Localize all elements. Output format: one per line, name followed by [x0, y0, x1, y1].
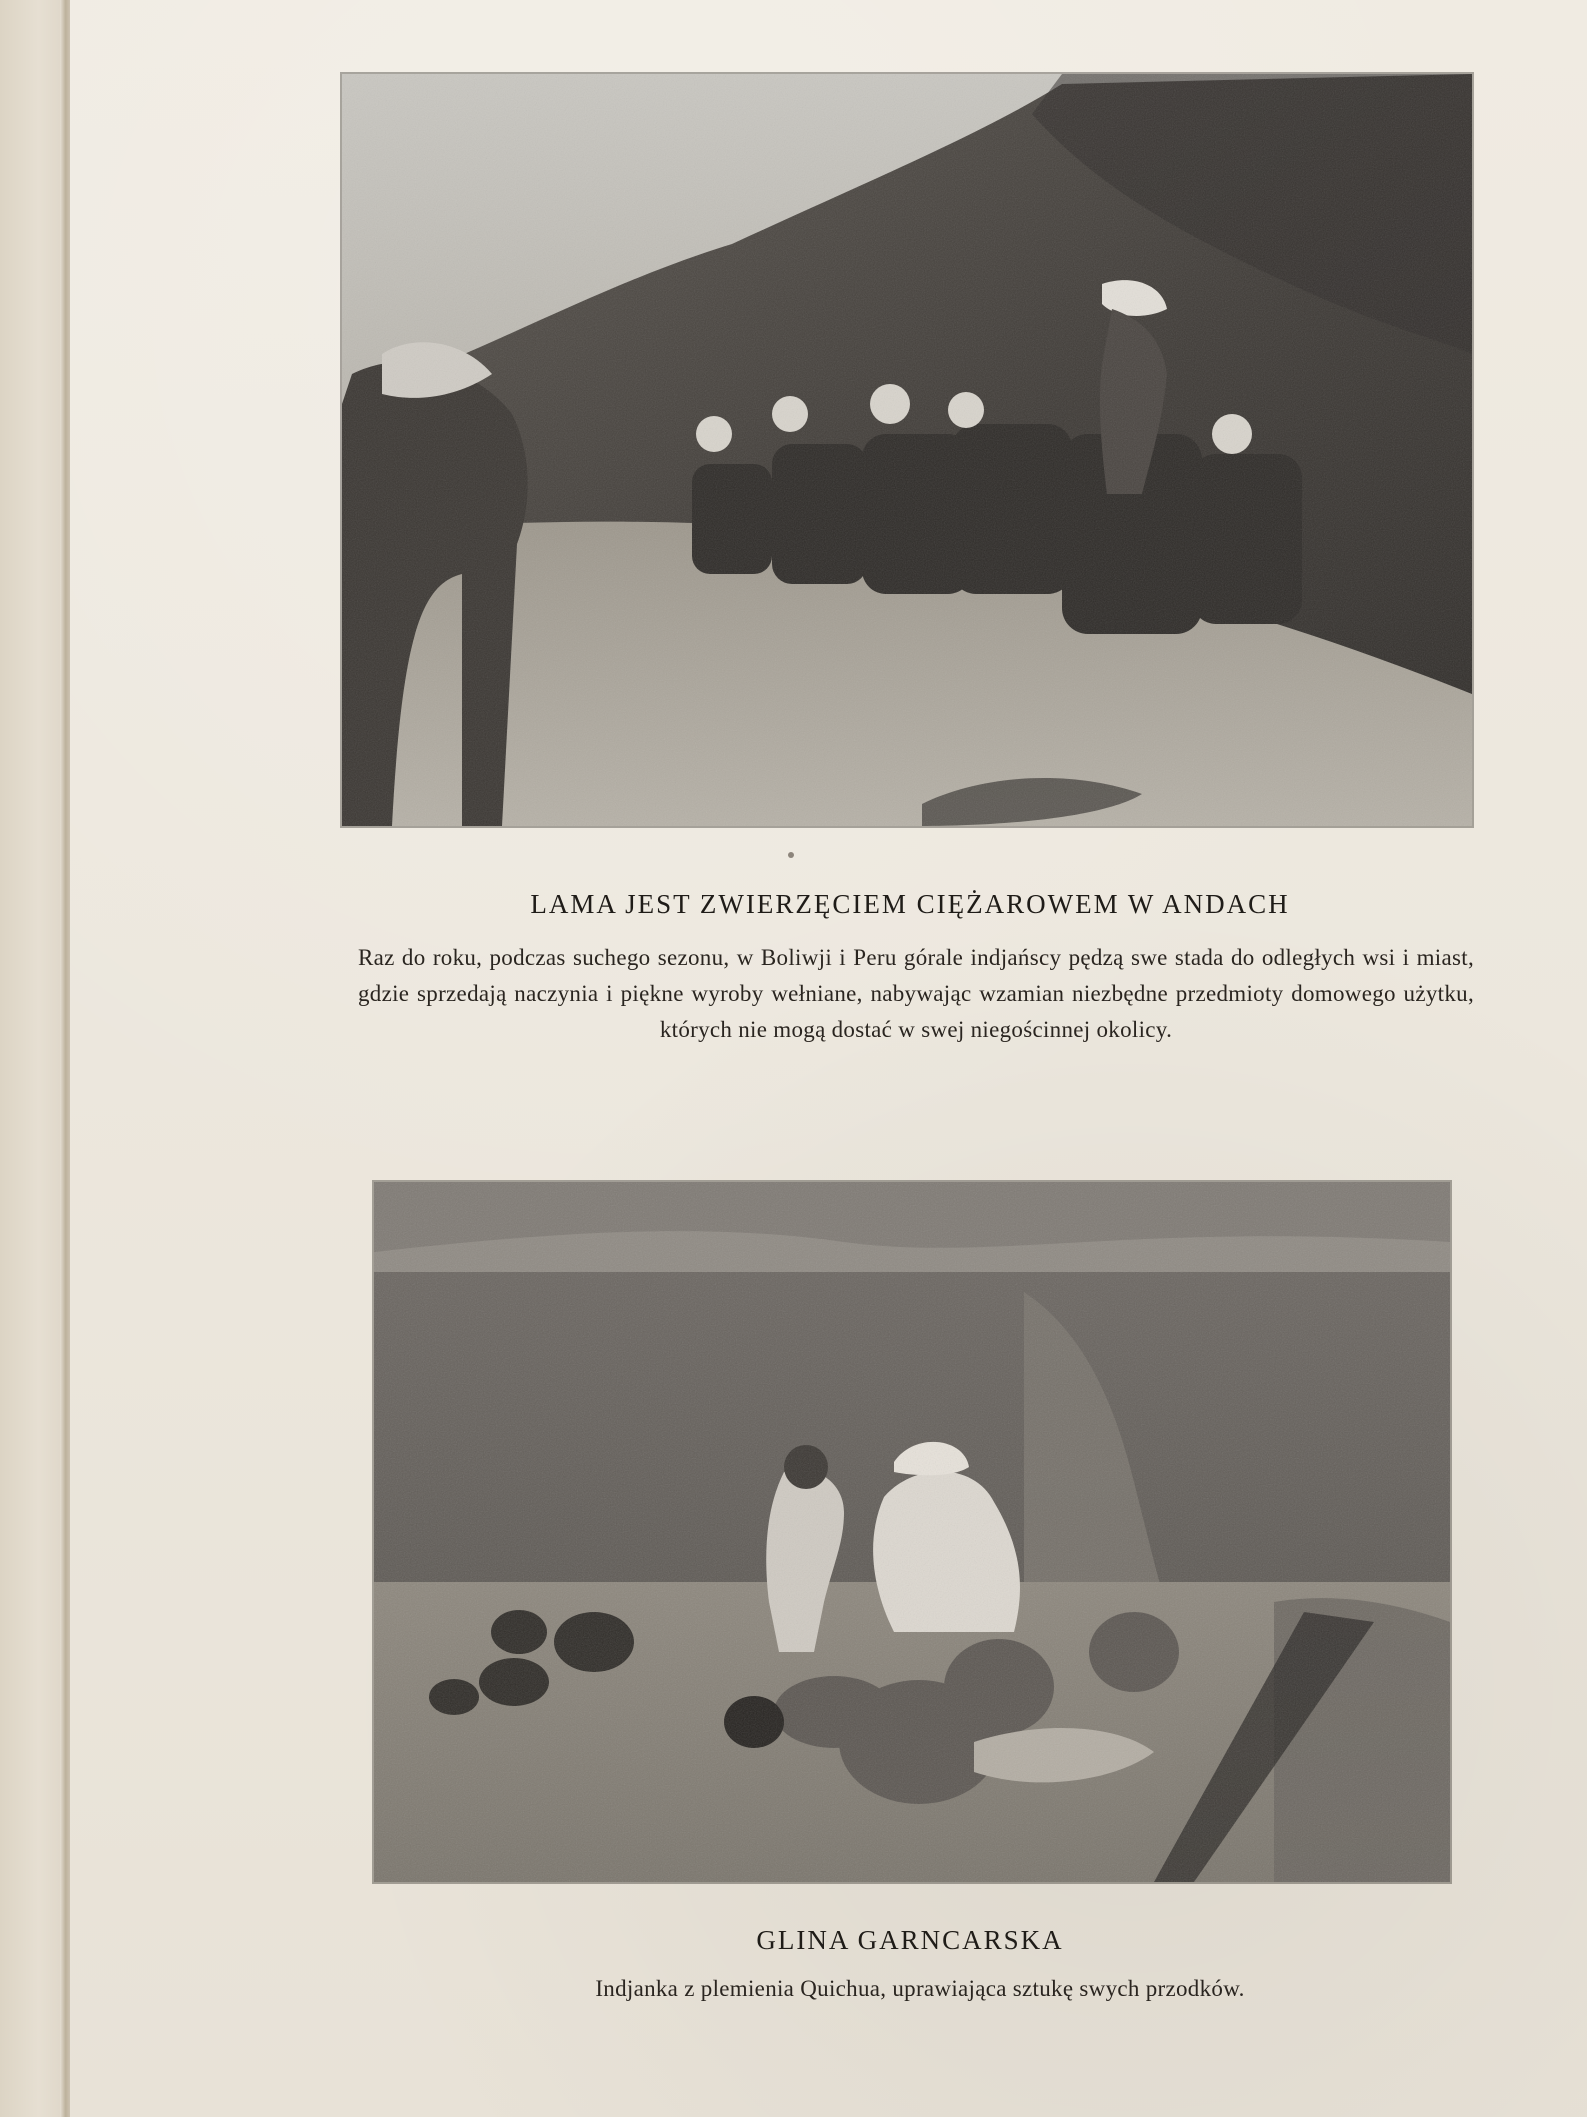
section-2-title: GLINA GARNCARSKA [756, 1925, 1064, 1955]
lama-caravan-image [342, 74, 1472, 826]
pottery-photo [372, 1180, 1452, 1884]
lama-caravan-photo [340, 72, 1474, 828]
book-page [70, 0, 1587, 2117]
page-edge [60, 0, 70, 2117]
section-2-body: Indjanka z plemienia Quichua, uprawiająca sztukę swych przodków. [595, 1976, 1245, 2001]
page-speck [788, 852, 794, 858]
section-1-title: LAMA JEST ZWIERZĘCIEM CIĘŻAROWEM W ANDACH [530, 889, 1290, 919]
section-1-body: Raz do roku, podczas suchego sezonu, w Boliwji i Peru górale indjańscy pędzą swe stada do odległych wsi i miast, gdzie sprzedają naczynia i piękne wyroby wełniane, nabywając wzamian niezbędne przedmioty domowego użytku, których nie mogą dostać w swej niegościnnej okolicy. [358, 945, 1474, 1042]
pottery-image [374, 1182, 1450, 1882]
